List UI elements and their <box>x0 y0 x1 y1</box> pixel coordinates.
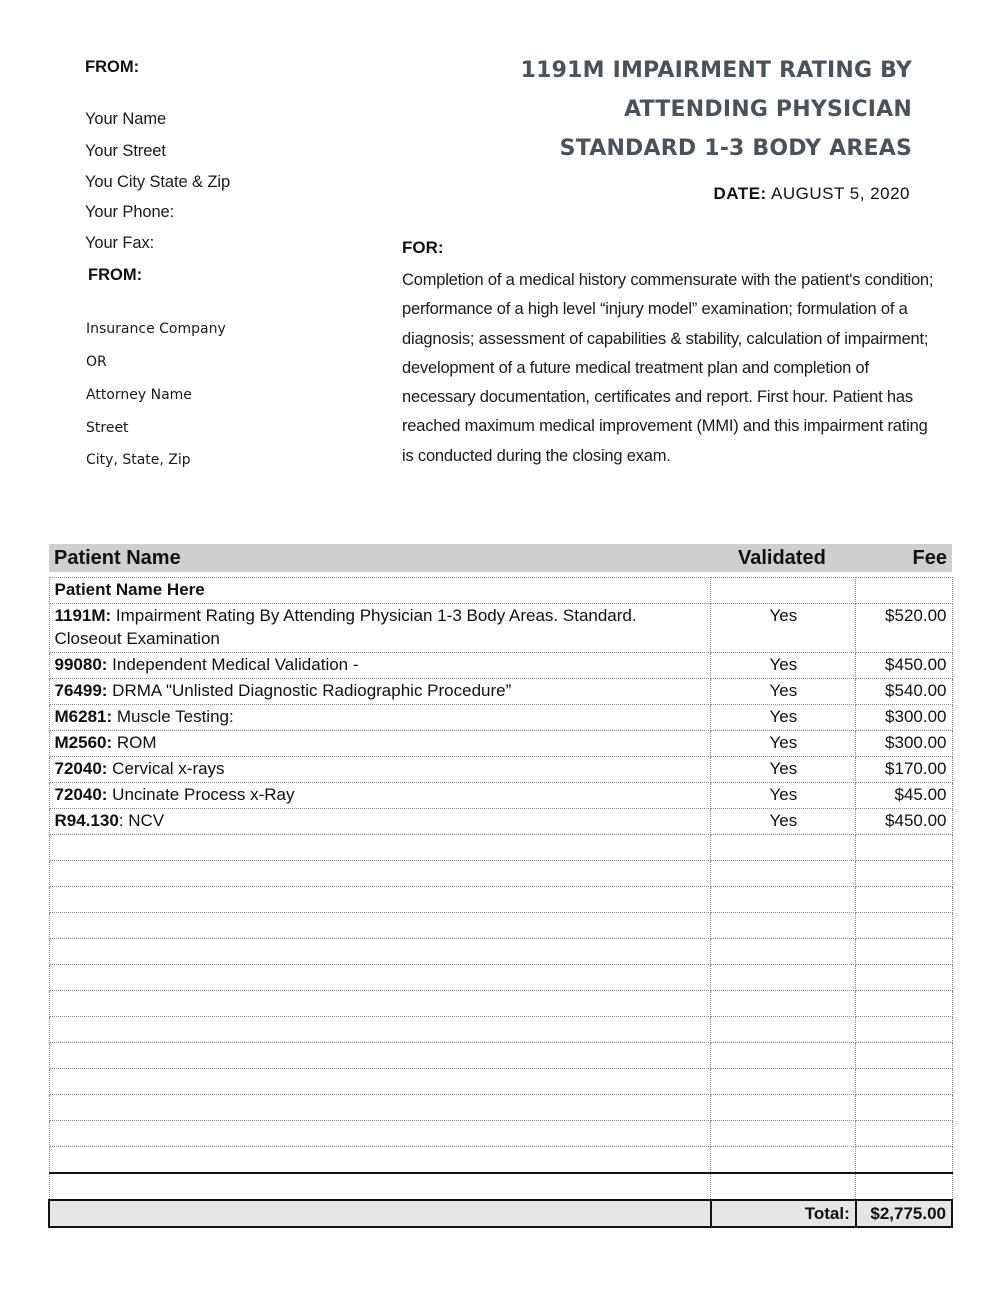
empty-table-row <box>49 835 952 861</box>
item-description <box>49 705 711 731</box>
item-description <box>49 809 711 835</box>
empty-table-row <box>49 913 952 939</box>
item-code: 72040: <box>54 759 108 778</box>
item-fee: $300.00 <box>856 705 952 731</box>
item-description <box>49 653 711 679</box>
item-text: Muscle Testing: <box>112 707 234 726</box>
column-header-fee: Fee <box>856 544 952 572</box>
date-label: DATE: <box>713 184 767 203</box>
patient-name: Patient Name Here <box>49 578 711 604</box>
sender-city-state-zip: You City State & Zip <box>85 173 231 191</box>
item-code: M2560: <box>54 733 113 752</box>
table-row <box>49 705 952 731</box>
item-validated: Yes <box>711 731 856 757</box>
sender-phone: Your Phone: <box>85 203 175 221</box>
item-code: R94.130 <box>54 811 119 830</box>
item-fee: $540.00 <box>856 679 952 705</box>
table-row <box>49 604 952 653</box>
empty-table-row <box>49 861 952 887</box>
recipient-company: Insurance Company <box>86 321 226 337</box>
empty-table-row <box>49 1121 952 1147</box>
empty-table-row <box>49 939 952 965</box>
table-row <box>49 757 952 783</box>
item-description <box>49 731 711 757</box>
empty-table-row <box>49 1043 952 1069</box>
recipient-street: Street <box>86 420 129 436</box>
for-description: Completion of a medical history commensurate with the patient's condition; performance of a high level “injury model” examination; formulation of a diagnosis; assessment of capabilities & stability, calculation of impairment; development of a future medical treatment plan and completion of necessary documentation, certificates and report. First hour. Patient has reached maximum medical improvement (MMI) and this impairment rating is conducted during the closing exam. <box>402 271 934 465</box>
item-validated: Yes <box>711 783 856 809</box>
item-text: DRMA "Unlisted Diagnostic Radiographic Procedure” <box>107 681 512 700</box>
item-code: 76499: <box>54 681 108 700</box>
billing-table <box>48 544 953 1228</box>
empty-table-row <box>49 965 952 991</box>
item-fee: $170.00 <box>856 757 952 783</box>
item-description <box>49 757 711 783</box>
item-fee: $450.00 <box>856 653 952 679</box>
item-validated: Yes <box>711 604 856 653</box>
table-row <box>49 731 952 757</box>
item-description <box>49 679 711 705</box>
patient-row <box>49 578 952 604</box>
item-description <box>49 604 711 653</box>
empty-table-row <box>49 1173 952 1200</box>
table-row <box>49 809 952 835</box>
empty-table-row <box>49 1069 952 1095</box>
sender-street: Your Street <box>85 142 166 160</box>
item-fee: $520.00 <box>856 604 952 653</box>
sender-label: FROM: <box>85 58 140 76</box>
item-fee: $450.00 <box>856 809 952 835</box>
date-line <box>714 184 910 204</box>
sender-name: Your Name <box>85 110 167 128</box>
item-code: M6281: <box>54 707 113 726</box>
table-row <box>49 783 952 809</box>
empty-table-row <box>49 1017 952 1043</box>
item-validated: Yes <box>711 653 856 679</box>
recipient-city-state-zip: City, State, Zip <box>86 452 191 468</box>
empty-table-row <box>49 1147 952 1174</box>
for-label: FOR: <box>402 238 444 257</box>
document-title-line-3: STANDARD 1-3 BODY AREAS <box>559 136 912 161</box>
column-header-validated: Validated <box>711 544 856 572</box>
item-text: : NCV <box>118 811 165 830</box>
empty-table-row <box>49 1095 952 1121</box>
item-text: Impairment Rating By Attending Physician 1-3 Body Areas. Standard. Closeout Examination <box>54 606 637 648</box>
item-text: Uncinate Process x-Ray <box>107 785 295 804</box>
empty-table-row <box>49 991 952 1017</box>
item-code: 1191M: <box>54 606 112 625</box>
date-value: AUGUST 5, 2020 <box>771 184 910 203</box>
item-fee: $45.00 <box>856 783 952 809</box>
total-label: Total: <box>711 1200 856 1227</box>
item-code: 72040: <box>54 785 108 804</box>
recipient-label: FROM: <box>88 266 143 284</box>
recipient-attorney: Attorney Name <box>86 387 192 403</box>
item-validated: Yes <box>711 809 856 835</box>
empty-table-row <box>49 887 952 913</box>
item-validated: Yes <box>711 679 856 705</box>
document-title-line-1: 1191M IMPAIRMENT RATING BY <box>520 58 912 83</box>
column-header-patient-name: Patient Name <box>49 544 711 572</box>
item-text: Cervical x-rays <box>107 759 225 778</box>
table-header-row <box>49 544 952 572</box>
item-description <box>49 783 711 809</box>
total-row <box>49 1200 952 1227</box>
total-value: $2,775.00 <box>856 1200 952 1227</box>
item-text: ROM <box>112 733 157 752</box>
item-code: 99080: <box>54 655 108 674</box>
table-row <box>49 653 952 679</box>
item-validated: Yes <box>711 757 856 783</box>
item-fee: $300.00 <box>856 731 952 757</box>
table-row <box>49 679 952 705</box>
document-title-line-2: ATTENDING PHYSICIAN <box>624 97 912 122</box>
sender-fax: Your Fax: <box>85 234 155 252</box>
item-text: Independent Medical Validation - <box>107 655 359 674</box>
item-validated: Yes <box>711 705 856 731</box>
recipient-or: OR <box>86 354 107 370</box>
